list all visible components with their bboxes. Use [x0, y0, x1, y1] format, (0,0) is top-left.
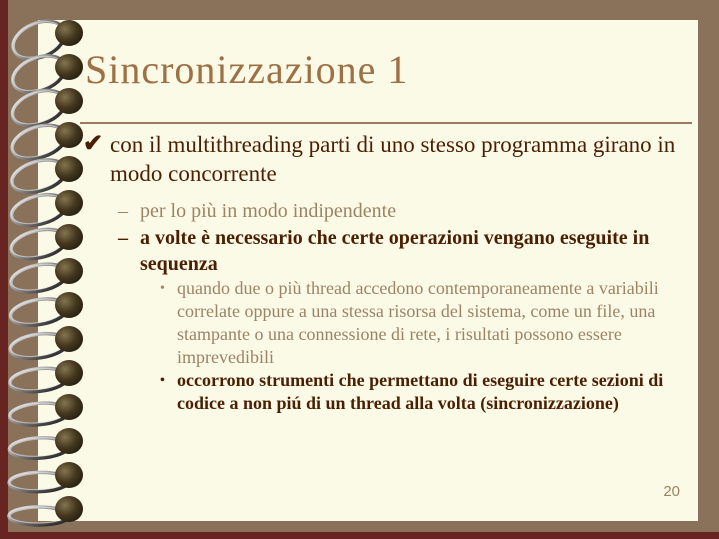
- bullet-level3-text: quando due o più thread accedono contemporaneamente a variabili correlate oppure a una stessa risorsa del sistema, come un file, una stampante o una connessione di rete, i risultati possono essere imprevedibili: [177, 278, 659, 367]
- dot-icon: •: [160, 373, 165, 388]
- dash-icon: –: [118, 227, 128, 249]
- page-number: 20: [663, 483, 680, 500]
- bullet-level2-text: per lo più in modo indipendente: [140, 200, 397, 222]
- bullet-level1: [83, 130, 693, 188]
- dash-icon: –: [118, 200, 128, 222]
- bullet-level3-item: [160, 277, 688, 369]
- slide-title: Sincronizzazione 1: [85, 47, 409, 92]
- checkmark-icon: ✔: [83, 131, 104, 157]
- bullet-level2-item: [118, 225, 678, 277]
- bullet-level1-text: con il multithreading parti di uno stesso programma girano in modo concorrente: [110, 132, 676, 186]
- bullet-level3-text: occorrono strumenti che permettano di eseguire certe sezioni di codice a non piú di un thread alla volta (sincronizzazione): [177, 370, 664, 413]
- bullet-level2-text: a volte è necessario che certe operazioni vengano eseguite in sequenza: [140, 227, 650, 275]
- frame-left-edge: [0, 0, 8, 539]
- slide-paper: [38, 20, 698, 521]
- dot-icon: •: [160, 281, 165, 296]
- bullet-level3-item: [160, 369, 688, 415]
- frame-bottom-edge: [0, 532, 719, 539]
- title-divider: [80, 122, 692, 124]
- bullet-level2-item: [118, 198, 678, 224]
